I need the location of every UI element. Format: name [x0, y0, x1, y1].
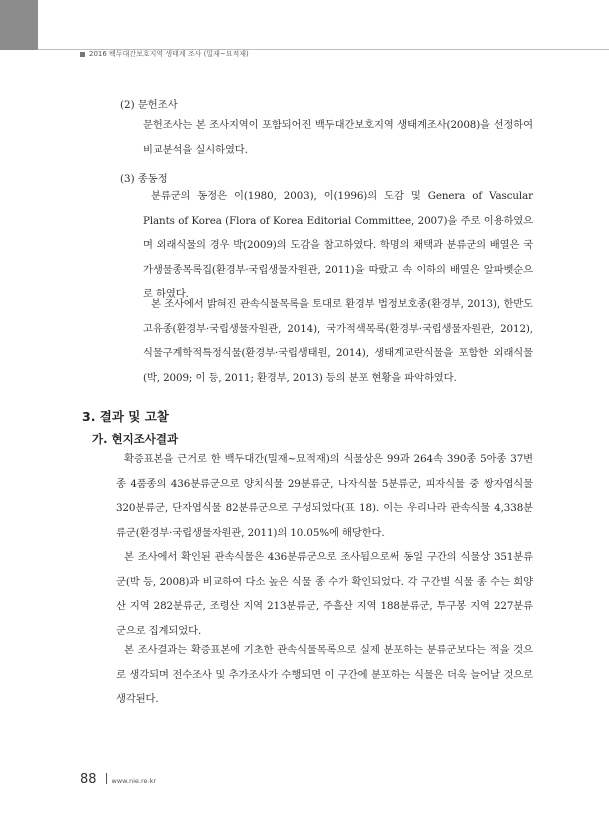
section-heading-identification: (3) 종동정 [120, 173, 168, 185]
section-title-results: 3. 결과 및 고찰 [82, 409, 169, 424]
paragraph-results-2: 본 조사에서 확인된 관속식물은 436분류군으로 조사됨으로써 동일 구간의 식물상 351분류군(박 등, 2008)과 비교하여 다소 높은 식물 종 수가 확인되었다. 각 구간별 식물 종 수는 희양산 지역 282분류군, 조령산 지역 213분류군, 주흘산 지역 188분류군, 투구봉 지역 227분류군으로 집계되었다. [116, 551, 533, 637]
running-title-text: 2016 백두대간보호지역 생태계 조사 (밀재~묘적재) [89, 50, 249, 58]
page-header [0, 0, 609, 58]
running-title [80, 49, 249, 59]
paragraph-identification-2: 본 조사에서 밝혀진 관속식물목록을 토대로 환경부 법정보호종(환경부, 2013), 한반도 고유종(환경부·국립생물자원관, 2014), 국가적색목록(환경부·국립생물자원관, 2012), 식물구계학적특정식물(환경부·국립생태원, 2014), 생태계교란식물을 포함한 외래식물(박, 2009; 이 등, 2011; 환경부, 2013) 등의 분포 현황을 파악하였다. [143, 298, 533, 384]
square-bullet-icon [80, 52, 85, 57]
footer-divider [106, 773, 107, 784]
paragraph-results-3: 본 조사결과는 확증표본에 기초한 관속식물목록으로 실제 분포하는 분류군보다는 적을 것으로 생각되며 전수조사 및 추가조사가 수행되면 이 구간에 분포하는 식물은 더욱 늘어날 것으로 생각된다. [116, 644, 533, 705]
section-heading-literature: (2) 문헌조사 [120, 99, 178, 111]
paragraph-literature: 문헌조사는 본 조사지역이 포함되어진 백두대간보호지역 생태계조사(2008)을 선정하여 비교분석을 실시하였다. [143, 119, 533, 156]
header-accent-block [0, 0, 38, 50]
page-number: 88 [80, 772, 97, 787]
footer-url: www.nie.re.kr [111, 777, 156, 785]
paragraph-results-1: 확증표본을 근거로 한 백두대간(밀재~묘적재)의 식물상은 99과 264속 390종 5아종 37변종 4품종의 436분류군으로 양치식물 29분류군, 나자식물 5분류군, 피자식물 중 쌍자엽식물 320분류군, 단자엽식물 82분류군으로 구성되었다(표 18). 이는 우리나라 관속식물 4,338분류군(환경부·국립생물자원관, 2011)의 10.05%에 해당한다. [116, 453, 533, 539]
page-footer [80, 772, 156, 787]
subsection-title-field-survey: 가. 현지조사결과 [92, 432, 179, 446]
paragraph-identification-1: 분류군의 동정은 이(1980, 2003), 이(1996)의 도감 및 Genera of Vascular Plants of Korea (Flora of Korea Editorial Committee, 2007)을 주로 이용하였으며 외래식물의 경우 박(2009)의 도감을 참고하였다. 학명의 채택과 분류군의 배열은 국가생물종목록집(환경부·국립생물자원관, 2011)을 따랐고 속 이하의 배열은 알파벳순으로 하였다. [143, 190, 533, 300]
